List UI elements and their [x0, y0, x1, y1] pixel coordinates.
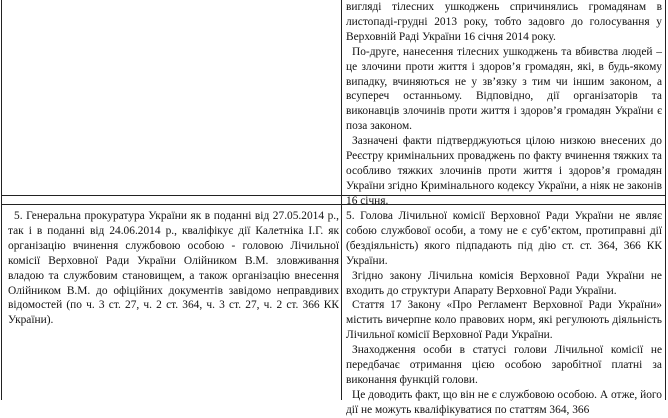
paragraph: 5. Генеральна прокуратура України як в поданні від 27.05.2014 р., так і в поданні від 24.06.2014 р., кваліфікує дії Калетніка І.Г. як організацію вчинення службовою особою - головою Лічильної комісії Верховної Ради України Олійником В.М. зловживання владою та службовим становищем, а також організацію внесення Олійником В.М. до офіційних документів завідомо неправдивих відомостей (по ч. 3 ст. 27, ч. 2 ст. 364, ч. 3 ст. 27, ч. 2 ст. 366 КК України).: [8, 210, 339, 327]
table-cell-row1-right: [346, 0, 662, 209]
table-border-left: [1, 0, 2, 400]
table-cell-row2-left: [8, 209, 339, 328]
paragraph: 5. Голова Лічильної комісії Верховної Ради України не являє собою службової особи, а тому не є суб’єктом, протиправні дії (бездіяльність) якого підпадають під дію ст. ст. 364, 366 КК України.: [346, 210, 662, 267]
paragraph: Зазначені факти підтверджуються цілою низкою внесених до Реєстру кримінальних проваджень по факту вчинення тяжких та особливо тяжких злочинів проти життя і здоров’я громадян України згідно Кримінального кодексу України, а ніяк не законів 16 січня.: [346, 135, 662, 207]
paragraph: По-друге, нанесення тілесних ушкоджень та вбивства людей – це злочини проти життя і здоров’я громадян, які, в будь-якому випадку, вчиняються не у зв’язку з тим чи іншим законом, а всупереч останньому. Відповідно, дії організаторів та виконавців злочинів проти життя і здоров’я громадян України є поза законом.: [346, 45, 662, 133]
table-border-right: [665, 0, 666, 400]
paragraph: вигляді тілесних ушкоджень спричинялись громадянам в листопаді-грудні 2013 року, тобто задовго до голосування у Верховній Раді України 16 січня 2014 року.: [346, 1, 662, 43]
document-table: [1, 0, 666, 416]
table-column-divider: [341, 0, 342, 400]
paragraph: Знаходження особи в статусі голови Лічильної комісії не передбачає отримання цією особою заробітної платні за виконання функцій голови.: [346, 344, 662, 386]
paragraph: Стаття 17 Закону «Про Регламент Верховної Ради України» містить вичерпне коло правових норм, які регулюють діяльність Лічильної комісії Верховної Ради України.: [346, 299, 662, 342]
table-cell-row2-right: [346, 209, 662, 418]
paragraph: Згідно закону Лічильна комісія Верховної Ради України не входить до структури Апарату Верховної Ради України.: [346, 269, 662, 297]
paragraph: Це доводить факт, що він не є службовою особою. А отже, його дії не можуть кваліфікуватися по статтям 364, 366: [346, 388, 662, 416]
